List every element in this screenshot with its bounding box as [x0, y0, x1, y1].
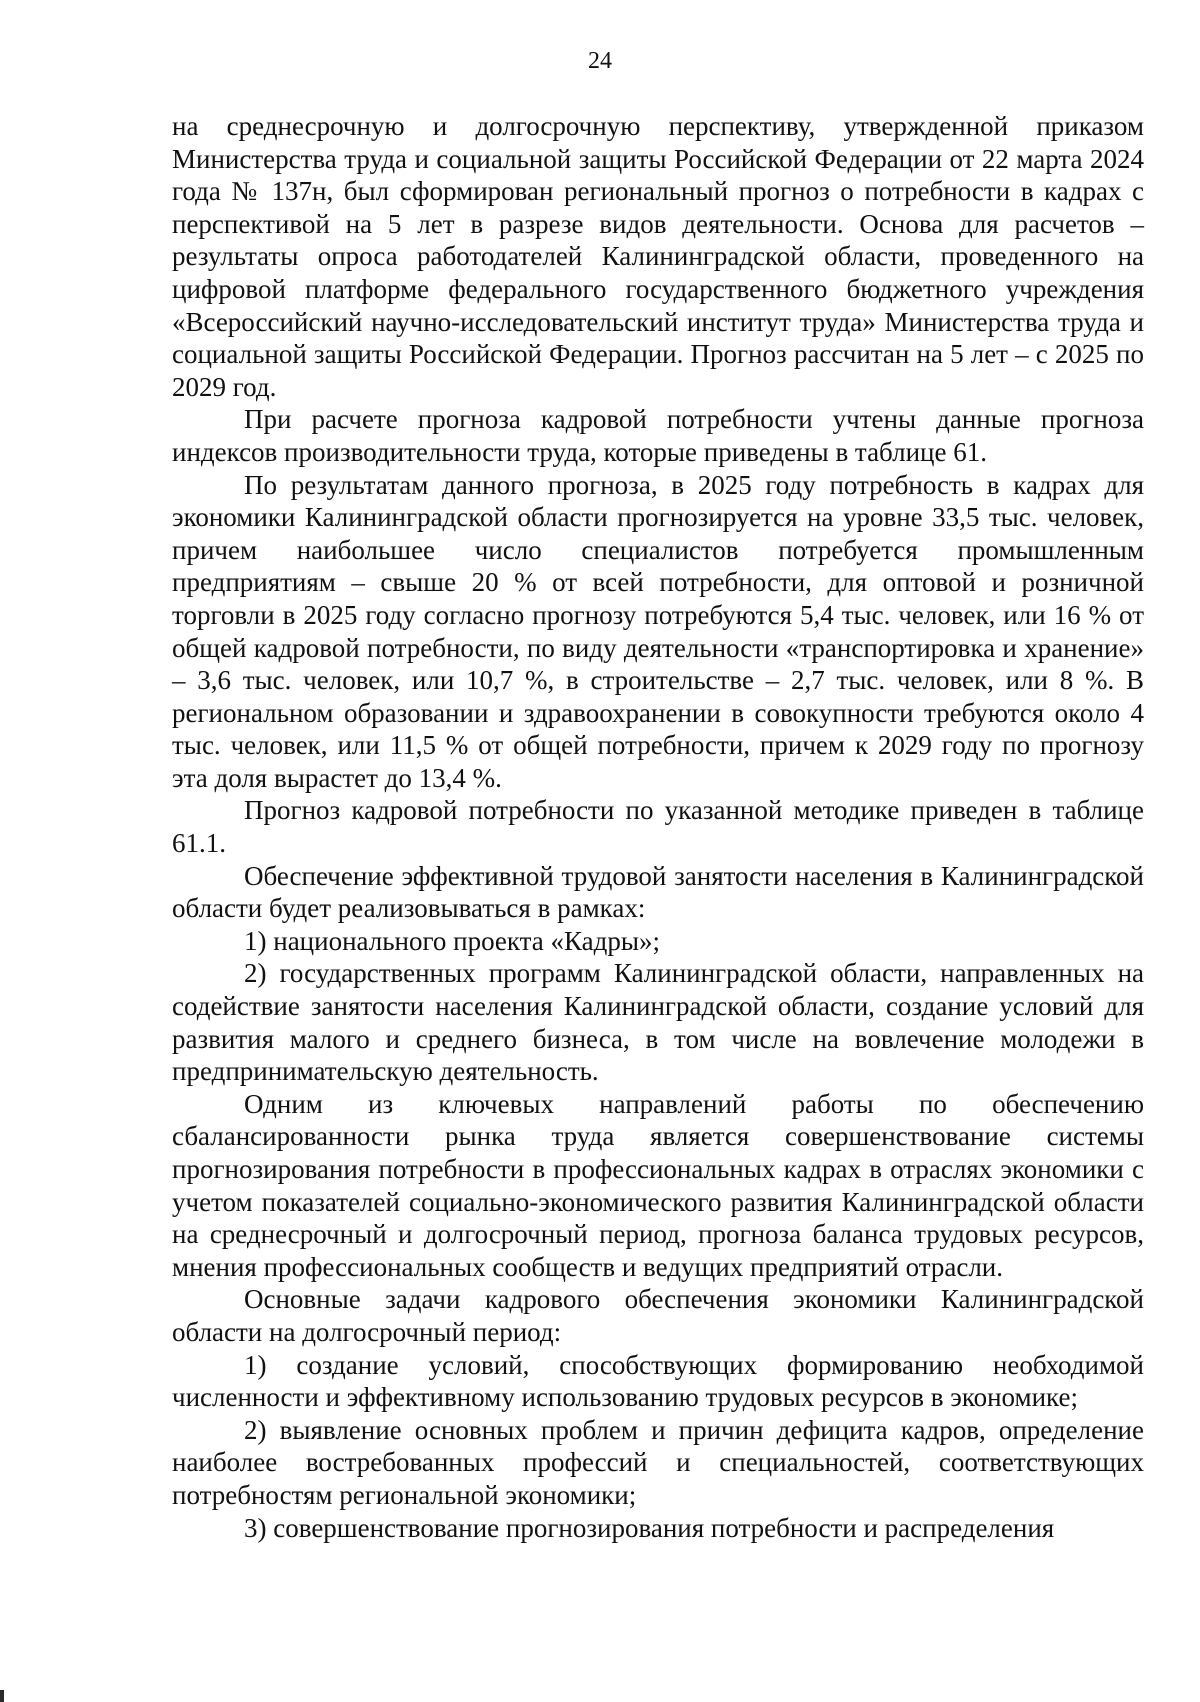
paragraph-main-tasks: Основные задачи кадрового обеспечения экономики Калининградской области на долгосрочный период:	[172, 1284, 1144, 1347]
list-item-national-project: 1) национального проекта «Кадры»;	[244, 925, 661, 956]
scan-edge-mark	[0, 1690, 4, 1702]
paragraph-table-reference: Прогноз кадровой потребности по указанной методике приведен в таблице 61.1.	[172, 795, 1144, 859]
page-number: 24	[588, 48, 612, 74]
document-body	[172, 110, 1144, 1544]
paragraph-labor-market-balance: Одним из ключевых направлений работы по обеспечению сбалансированности рынка труда является совершенствование системы прогнозирования потребности в профессиональных кадрах в отраслях экономики с учетом показателей социально-экономического развития Калининградской области на среднесрочный и долгосрочный период, прогноза баланса трудовых ресурсов, мнения профессиональных сообществ и ведущих предприятий отрасли.	[172, 1088, 1144, 1282]
paragraph-productivity-indices: При расчете прогноза кадровой потребности учтены данные прогноза индексов производительности труда, которые приведены в таблице 61.	[172, 404, 1144, 467]
list-item-task-1: 1) создание условий, способствующих формированию необходимой численности и эффективному использованию трудовых ресурсов в экономике;	[172, 1349, 1144, 1413]
paragraph-employment-framework: Обеспечение эффективной трудовой занятости населения в Калининградской области будет реализовываться в рамках:	[172, 860, 1144, 924]
paragraph-forecast-results: По результатам данного прогноза, в 2025 году потребность в кадрах для экономики Калининградской области прогнозируется на уровне 33,5 тыс. человек, причем наибольшее число специалистов потребуется промышленным предприятиям – свыше 20 % от всей потребности, для оптовой и розничной торговли в 2025 году согласно прогнозу потребуются 5,4 тыс. человек, или 16 % от общей кадровой потребности, по виду деятельности «транспортировка и хранение» – 3,6 тыс. человек, или 10,7 %, в строительстве – 2,7 тыс. человек, или 8 %. В региональном образовании и здравоохранении в совокупности требуются около 4 тыс. человек, или 11,5 % от общей потребности, причем к 2029 году по прогнозу эта доля вырастет до 13,4 %.	[172, 469, 1144, 793]
list-item-state-programs: 2) государственных программ Калининградской области, направленных на содействие занятости населения Калининградской области, создание условий для развития малого и среднего бизнеса, в том числе на вовлечение молодежи в предпринимательскую деятельность.	[172, 958, 1144, 1087]
list-item-task-3: 3) совершенствование прогнозирования потребности и распределения	[244, 1512, 1055, 1543]
paragraph-forecast-method: на среднесрочную и долгосрочную перспективу, утвержденной приказом Министерства труда и социальной защиты Российской Федерации от 22 марта 2024 года № 137н, был сформирован региональный прогноз о потребности в кадрах с перспективой на 5 лет в разрезе видов деятельности. Основа для расчетов – результаты опроса работодателей Калининградской области, проведенного на цифровой платформе федерального государственного бюджетного учреждения «Всероссийский научно-исследовательский институт труда» Министерства труда и социальной защиты Российской Федерации. Прогноз рассчитан на 5 лет – с 2025 по 2029 год.	[172, 111, 1144, 402]
list-item-task-2: 2) выявление основных проблем и причин дефицита кадров, определение наиболее востребованных профессий и специальностей, соответствующих потребностям региональной экономики;	[172, 1414, 1144, 1510]
